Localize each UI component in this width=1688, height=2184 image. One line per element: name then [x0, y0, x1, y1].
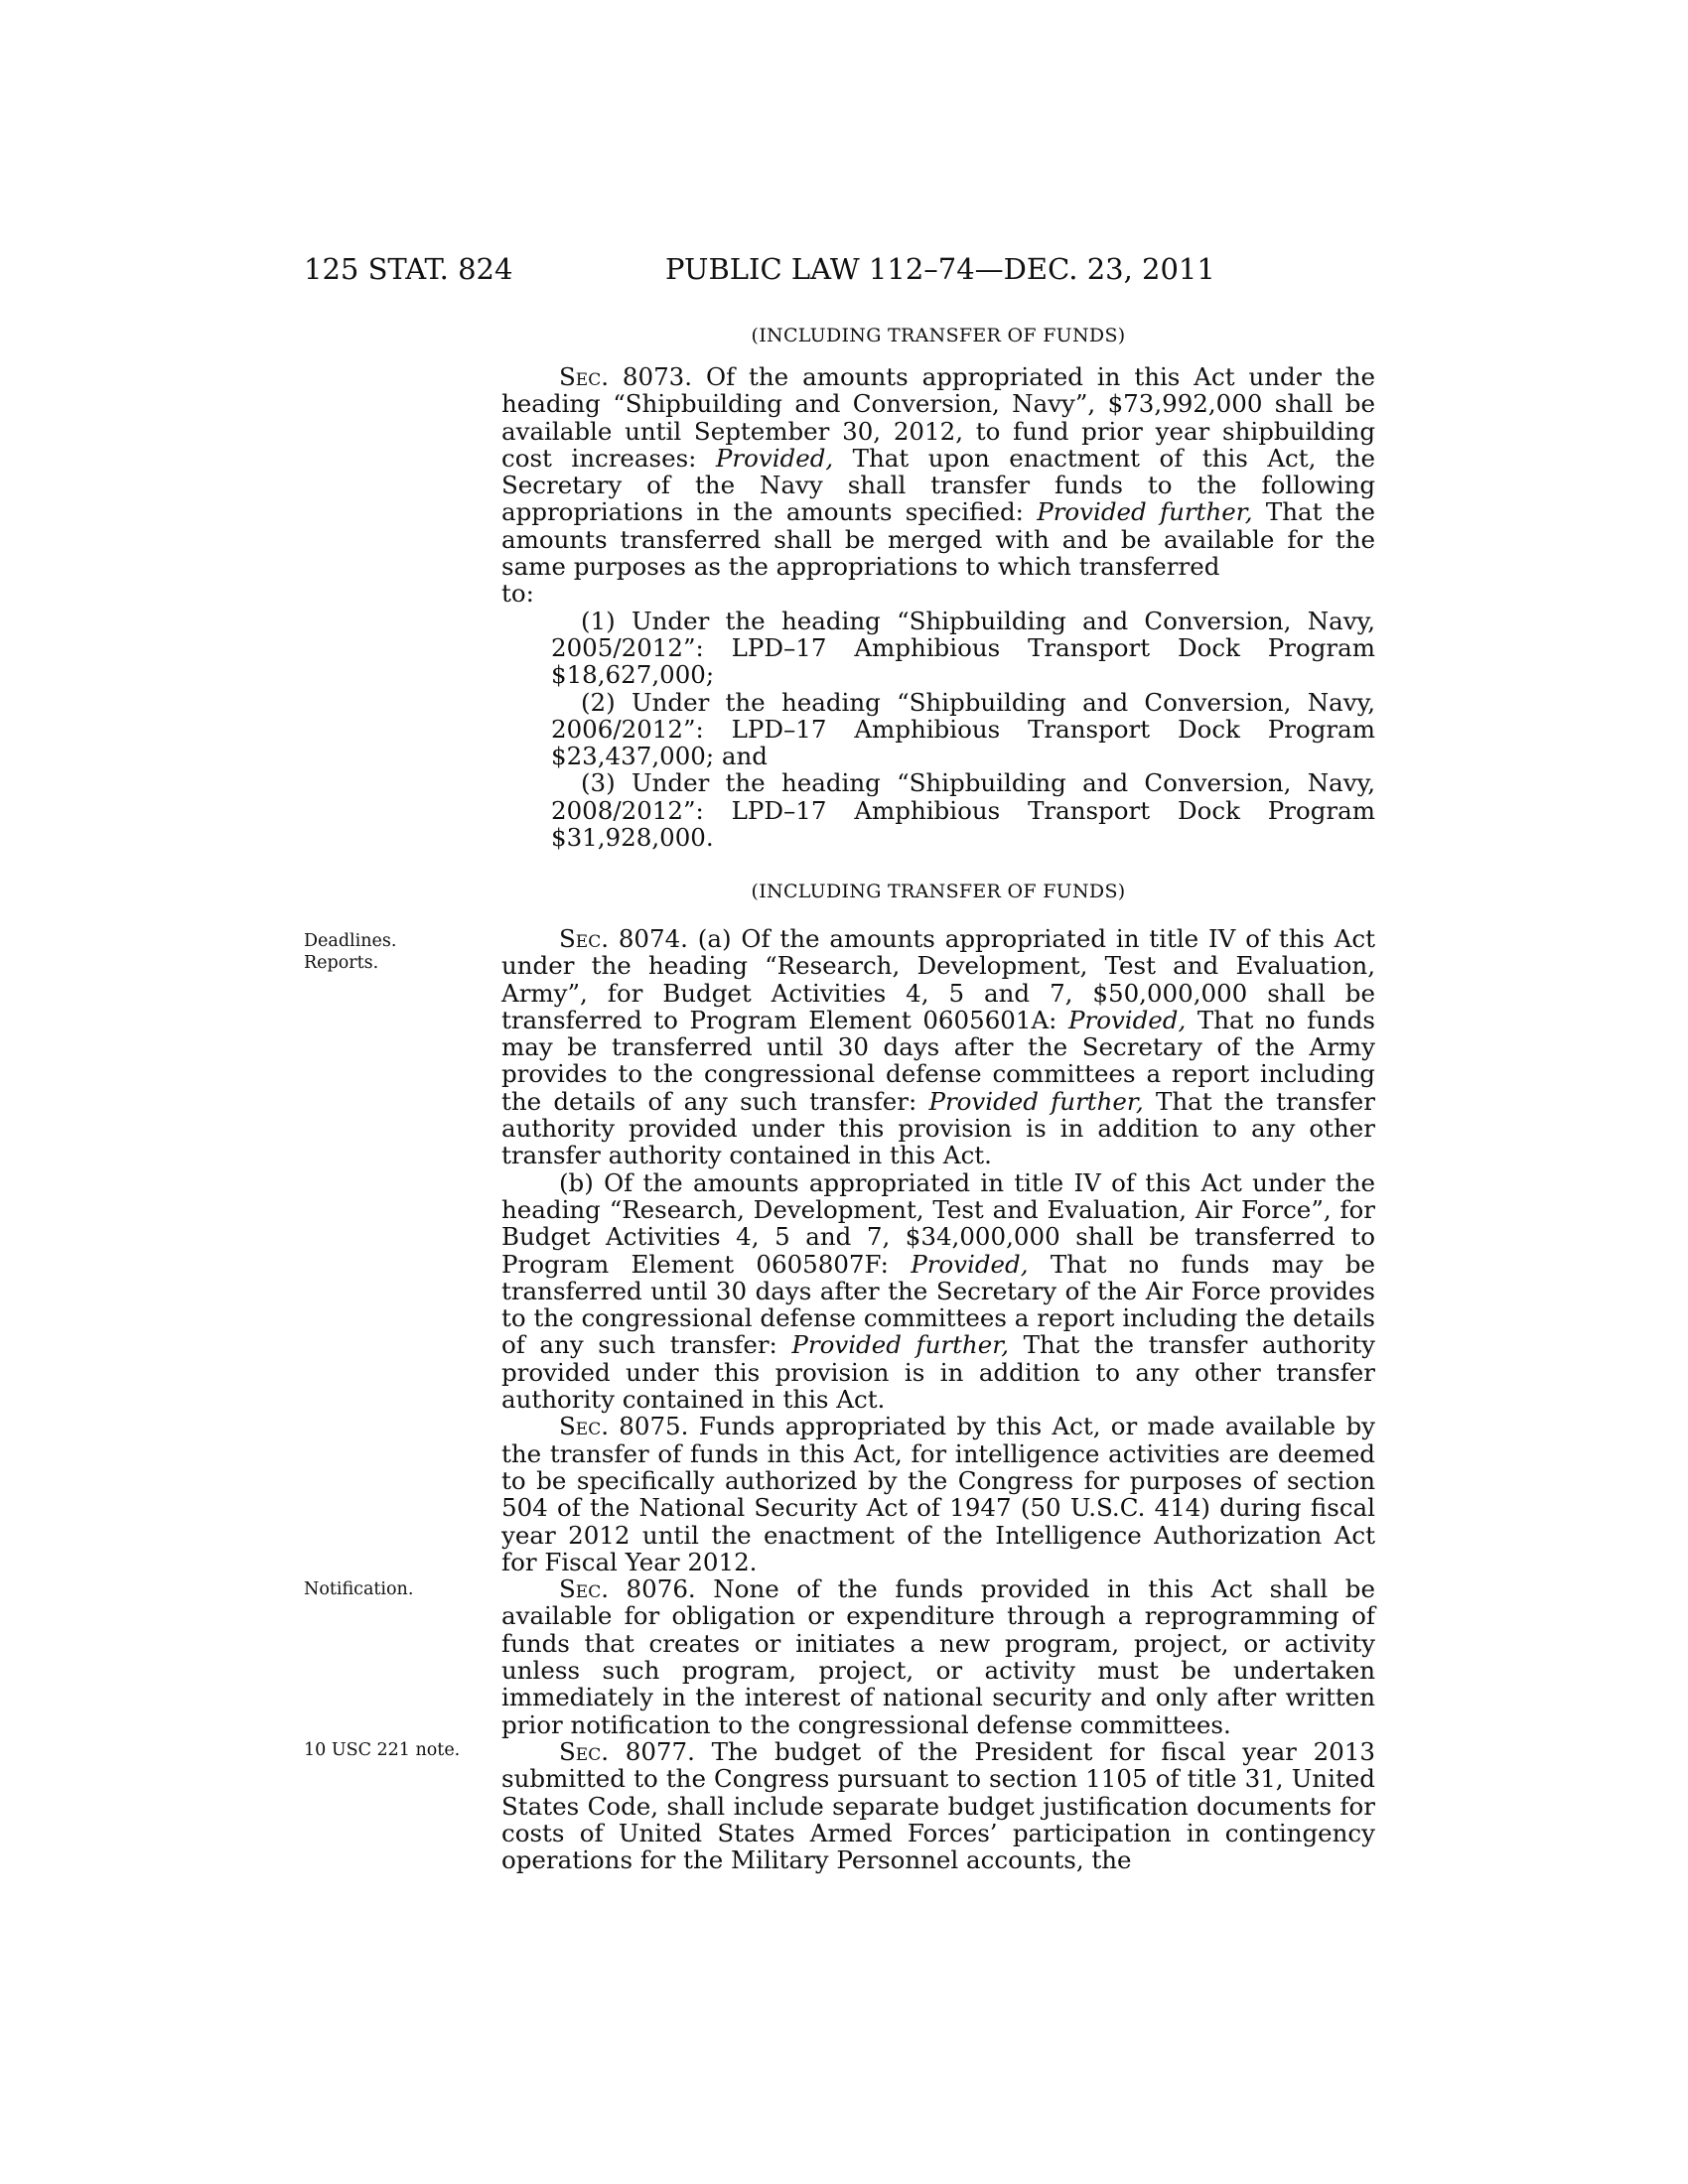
provided-further-term: Provided further,	[928, 1086, 1144, 1116]
sec-label: Sec.	[559, 362, 609, 391]
margin-note-notification: Notification.	[304, 1579, 414, 1599]
list-item: (3) Under the heading “Shipbuilding and Conversion, Navy, 2008/2012”: LPD–17 Amphibious Transport Dock Program $31,928,000.	[551, 768, 1375, 853]
sec-8075-paragraph: Sec. 8075. Funds appropriated by this Act, or made available by the transfer of funds in this Act, for intelligence activities are deemed to be specifically authorized by the Congress for purposes of section 504 of the National Security Act of 1947 (50 U.S.C. 414) during fiscal year 2012 until the enactment of the Intelligence Authorization Act for Fiscal Year 2012.	[501, 1412, 1375, 1576]
sections-8074-8077	[501, 925, 1375, 1873]
sec-8074-b-paragraph: (b) Of the amounts appropriated in title IV of this Act under the heading “Research, Development, Test and Evaluation, Air Force”, for Budget Activities 4, 5 and 7, $34,000,000 shall be transferred to Program Element 0605807F: Provided, That no funds may be transferred until 30 days after the Secretary of the Air Force provides to the congressional defense committees a report including the details of any such transfer: Provided further, That the transfer authority provided under this provision is in addition to any other transfer authority contained in this Act.	[501, 1167, 1375, 1415]
section-heading-transfer-2: (INCLUDING TRANSFER OF FUNDS)	[751, 881, 1126, 902]
sec-label: Sec.	[559, 1574, 609, 1604]
page-header-title: PUBLIC LAW 112–74—DEC. 23, 2011	[665, 252, 1215, 286]
list-item: (1) Under the heading “Shipbuilding and Conversion, Navy, 2005/2012”: LPD–17 Amphibious Transport Dock Program $18,627,000;	[551, 606, 1375, 690]
sec-8076-paragraph: Sec. 8076. None of the funds provided in this Act shall be available for obligation or expenditure through a reprogramming of funds that creates or initiates a new program, project, or activity unless such program, project, or activity must be undertaken immediately in the interest of national security and only after written prior notification to the congressional defense committees.	[501, 1574, 1375, 1739]
provided-term: Provided,	[715, 443, 834, 473]
margin-note-deadlines: Deadlines.	[304, 931, 397, 951]
provided-term: Provided,	[911, 1249, 1029, 1279]
sec-8073-item-list	[501, 608, 1375, 852]
sec-8073-paragraph: Sec. 8073. Of the amounts appropriated in this Act under the heading “Shipbuilding and Conversion, Navy”, $73,992,000 shall be available until September 30, 2012, to fund prior year shipbuilding cost increases: Provided, That upon enactment of this Act, the Secretary of the Navy shall transfer funds to the following appropriations in the amounts specified: Provided further, That the amounts transferred shall be merged with and be available for the same purposes as the appropriations to which transferred	[501, 362, 1375, 582]
sec-8073-to: to:	[501, 579, 534, 609]
section-8073	[501, 363, 1375, 851]
provided-further-term: Provided further,	[1037, 497, 1253, 527]
sec-8074-a-paragraph: Sec. 8074. (a) Of the amounts appropriated in title IV of this Act under the heading “Research, Development, Test and Evaluation, Army”, for Budget Activities 4, 5 and 7, $50,000,000 shall be transferred to Program Element 0605601A: Provided, That no funds may be transferred until 30 days after the Secretary of the Army provides to the congressional defense committees a report including the details of any such transfer: Provided further, That the transfer authority provided under this provision is in addition to any other transfer authority contained in this Act.	[501, 924, 1375, 1170]
sec-label: Sec.	[559, 1736, 609, 1766]
margin-note-reports: Reports.	[304, 953, 379, 973]
sec-label: Sec.	[559, 924, 609, 953]
section-heading-transfer-1: (INCLUDING TRANSFER OF FUNDS)	[751, 325, 1126, 346]
page-stat-number: 125 STAT. 824	[304, 252, 513, 286]
list-item: (2) Under the heading “Shipbuilding and Conversion, Navy, 2006/2012”: LPD–17 Amphibious Transport Dock Program $23,437,000; and	[551, 687, 1375, 771]
sec-label: Sec.	[559, 1412, 609, 1441]
provided-further-term: Provided further,	[791, 1330, 1010, 1360]
margin-note-usc: 10 USC 221 note.	[304, 1740, 461, 1760]
sec-8077-paragraph: Sec. 8077. The budget of the President for fiscal year 2013 submitted to the Congress pursuant to section 1105 of title 31, United States Code, shall include separate budget justification documents for costs of United States Armed Forces’ participation in contingency operations for the Military Personnel accounts, the	[501, 1736, 1375, 1875]
provided-term: Provided,	[1068, 1005, 1187, 1034]
